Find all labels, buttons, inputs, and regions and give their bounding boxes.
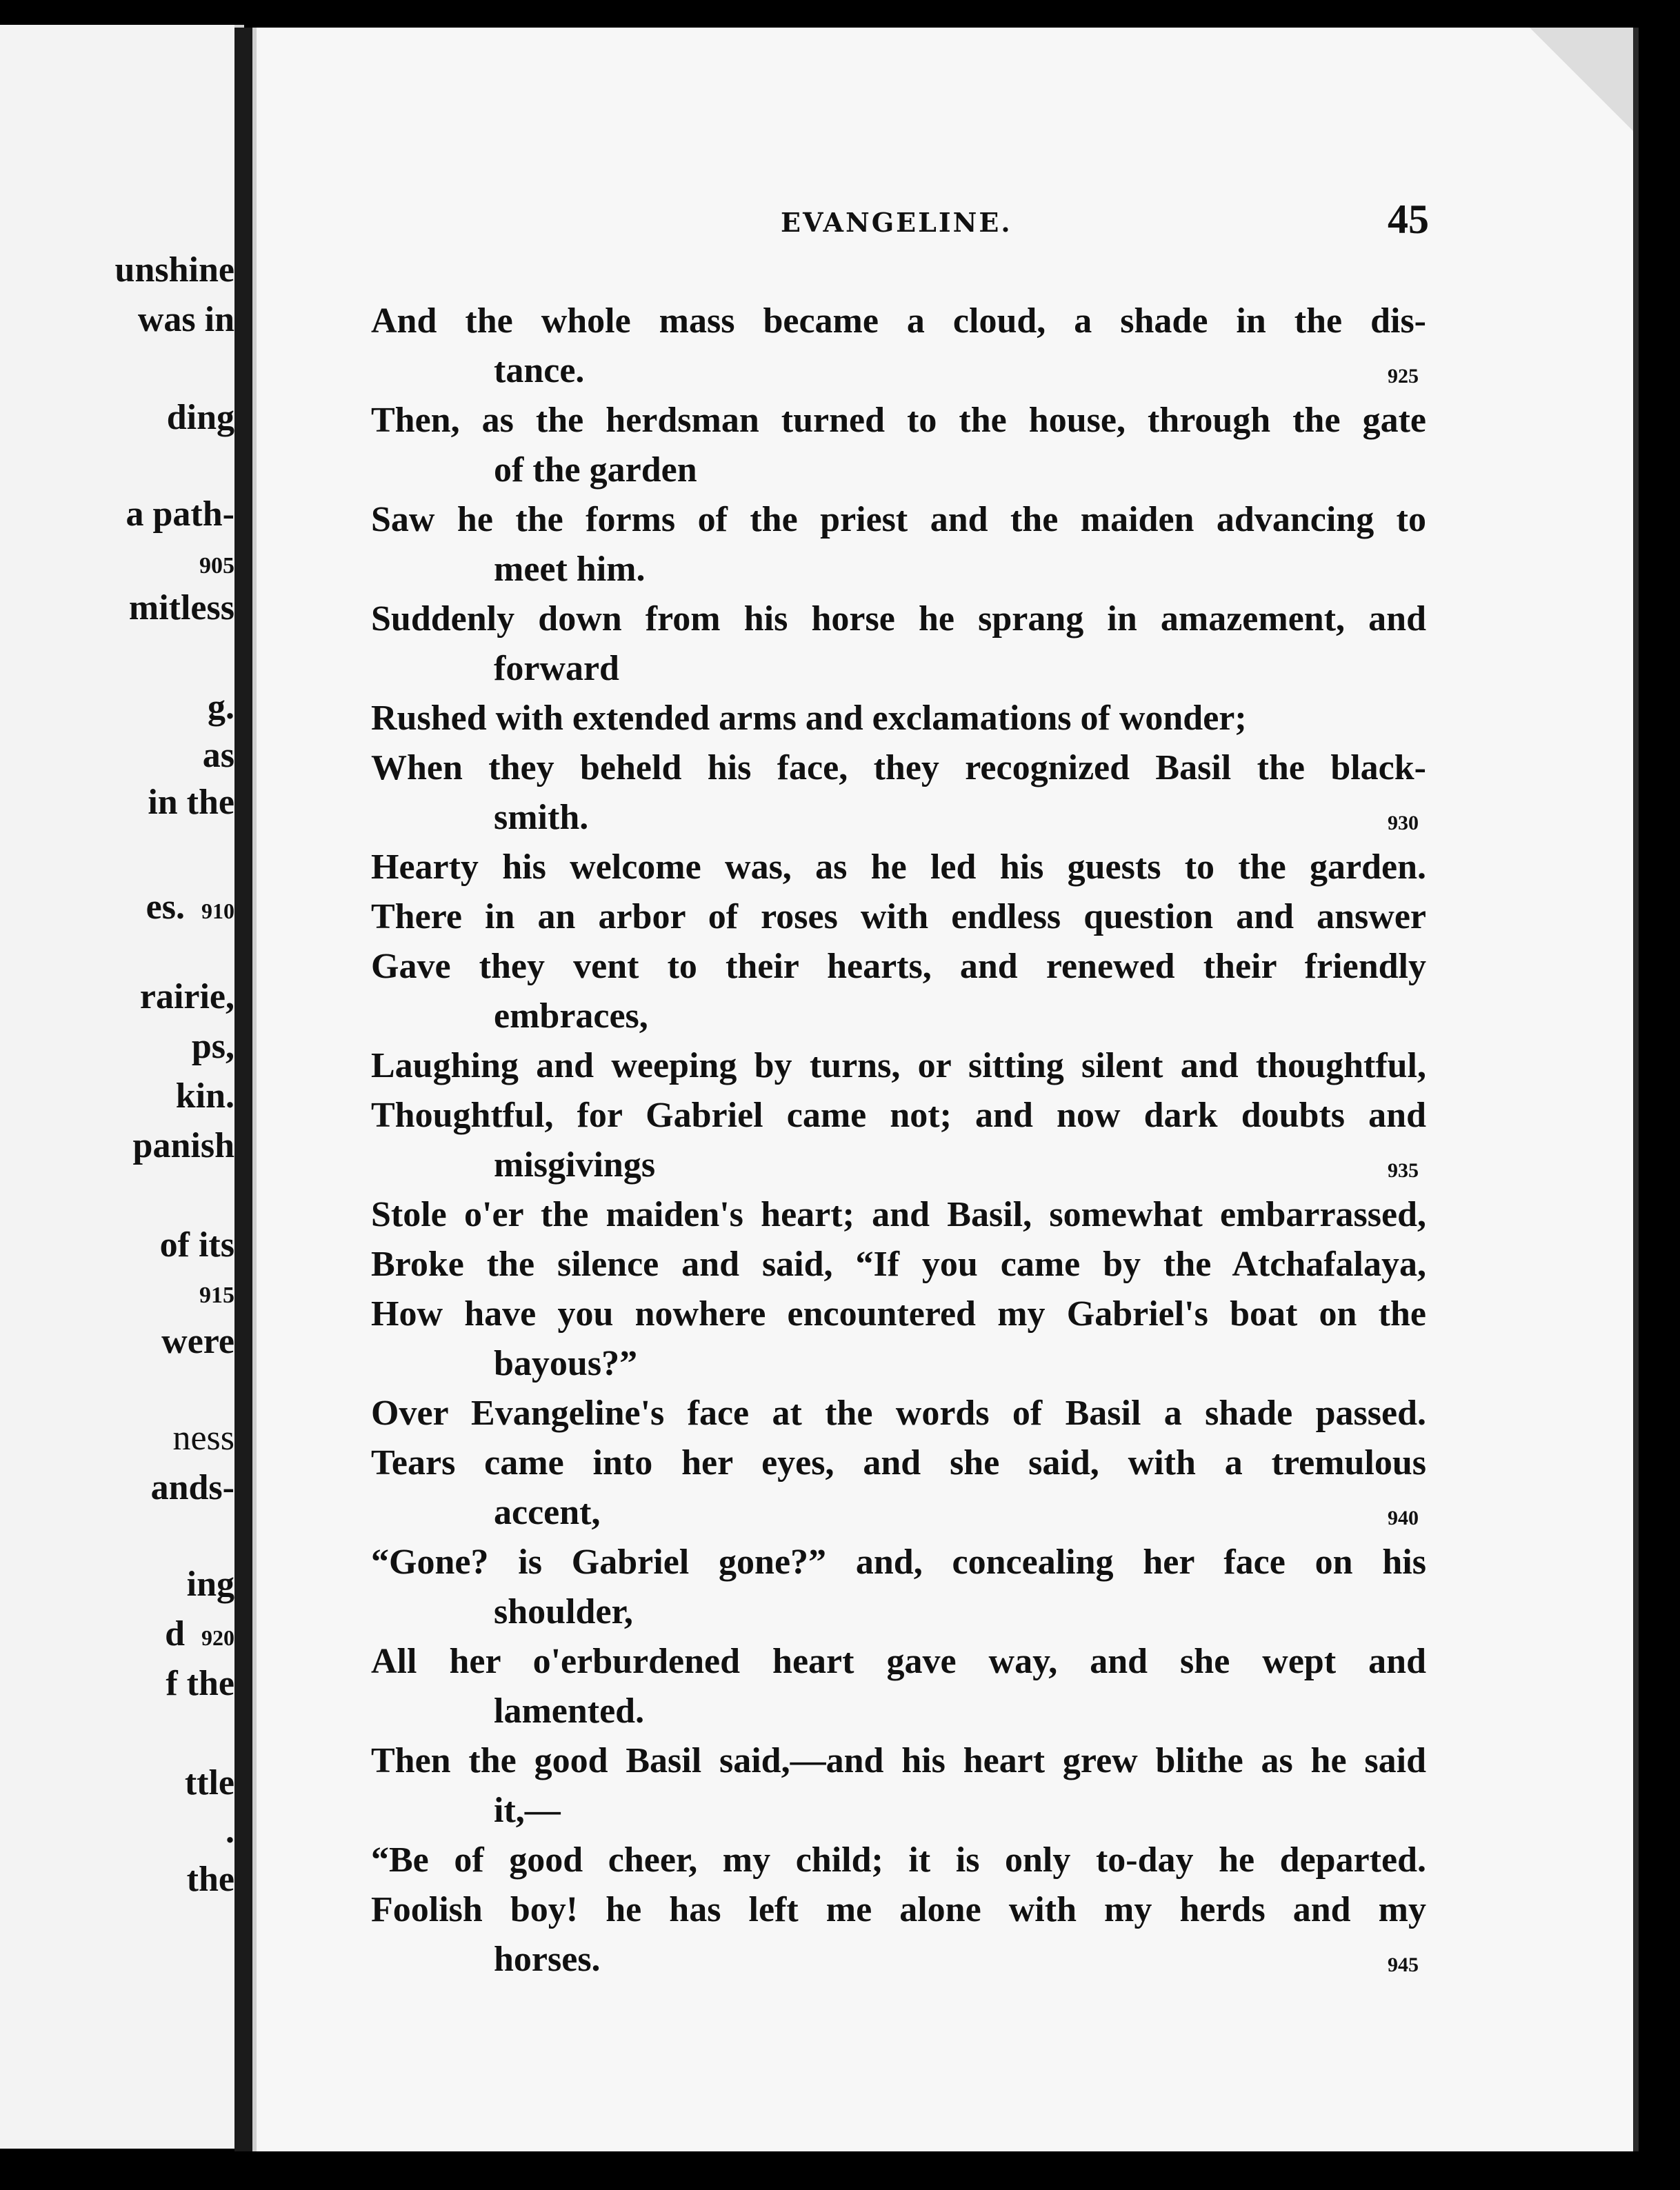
left-fragment: ands- bbox=[150, 1468, 234, 1507]
verse-line bbox=[257, 1836, 1639, 1885]
verse-text: When they beheld his face, they recognized Basil the black- bbox=[371, 748, 1426, 787]
verse-continuation-line bbox=[257, 1687, 1639, 1736]
verse-text: tance. bbox=[494, 351, 585, 390]
left-fragment: ding bbox=[166, 398, 234, 437]
verse-text: Stole o'er the maiden's heart; and Basil, somewhat embarrassed, bbox=[371, 1195, 1426, 1234]
verse-text: horses. bbox=[494, 1940, 601, 1979]
verse-line bbox=[257, 1438, 1639, 1488]
verse-text: Laughing and weeping by turns, or sitting silent and thoughtful, bbox=[371, 1046, 1426, 1085]
verse-line bbox=[257, 743, 1639, 793]
left-fragment: as bbox=[202, 736, 234, 775]
verse-text: Then, as the herdsman turned to the house, through the gate bbox=[371, 401, 1426, 440]
verse-text: Thoughtful, for Gabriel came not; and now dark doubts and bbox=[371, 1096, 1426, 1135]
folded-corner bbox=[1530, 28, 1633, 131]
left-line-number: 920 bbox=[201, 1625, 234, 1650]
verse-line bbox=[257, 843, 1639, 892]
left-fragment: in the bbox=[148, 783, 234, 822]
left-fragment bbox=[165, 1614, 234, 1654]
verse-line bbox=[257, 1538, 1639, 1587]
line-number: 925 bbox=[1388, 365, 1419, 388]
verse-text: smith. bbox=[494, 798, 589, 837]
verse-text: of the garden bbox=[494, 450, 697, 490]
verse-text: “Gone? is Gabriel gone?” and, concealing her face on his bbox=[371, 1543, 1426, 1582]
left-line-number: 910 bbox=[201, 898, 234, 923]
line-number: 945 bbox=[1388, 1953, 1419, 1976]
line-number: 935 bbox=[1388, 1159, 1419, 1182]
left-fragment: . bbox=[226, 1811, 234, 1851]
left-page-fragment bbox=[0, 25, 244, 2149]
verse-line bbox=[257, 1091, 1639, 1141]
verse-text: Broke the silence and said, “If you came by the Atchafalaya, bbox=[371, 1245, 1426, 1284]
verse-continuation-line bbox=[257, 1786, 1639, 1836]
verse-text: Rushed with extended arms and exclamations of wonder; bbox=[371, 699, 1247, 738]
verse-continuation-line bbox=[257, 445, 1639, 495]
verse-text: Saw he the forms of the priest and the maiden advancing to bbox=[371, 500, 1426, 539]
verse-line bbox=[257, 1240, 1639, 1289]
left-fragment: g. bbox=[208, 687, 234, 727]
verse-text: Gave they vent to their hearts, and renewed their friendly bbox=[371, 947, 1426, 986]
verse-line bbox=[257, 1637, 1639, 1687]
verse-continuation-line bbox=[257, 1935, 1639, 1985]
verse-continuation-line bbox=[257, 1141, 1639, 1190]
left-fragment: 915 bbox=[199, 1283, 234, 1308]
verse-text: lamented. bbox=[494, 1691, 645, 1731]
verse-continuation-line bbox=[257, 992, 1639, 1041]
left-fragment: ps, bbox=[191, 1027, 234, 1066]
verse-text: Suddenly down from his horse he sprang in amazement, and bbox=[371, 599, 1426, 639]
verse-line bbox=[257, 1736, 1639, 1786]
verse-text: “Be of good cheer, my child; it is only to-day he departed. bbox=[371, 1840, 1426, 1880]
verse-text: bayous?” bbox=[494, 1344, 638, 1383]
verse-continuation-line bbox=[257, 793, 1639, 843]
running-title: EVANGELINE. bbox=[781, 207, 1012, 238]
verse-text: embraces, bbox=[494, 996, 648, 1036]
verse-text: Tears came into her eyes, and she said, with a tremulous bbox=[371, 1443, 1426, 1483]
left-fragment: kin. bbox=[175, 1076, 234, 1116]
left-fragment bbox=[146, 887, 234, 927]
left-fragment: ness bbox=[172, 1418, 234, 1458]
verse-line bbox=[257, 694, 1639, 743]
line-number: 940 bbox=[1388, 1507, 1419, 1529]
verse-text: shoulder, bbox=[494, 1592, 633, 1631]
verse-text: How have you nowhere encountered my Gabriel's boat on the bbox=[371, 1294, 1426, 1334]
running-head bbox=[257, 197, 1639, 244]
left-fragment: unshine bbox=[114, 250, 234, 290]
verse-line bbox=[257, 594, 1639, 644]
verse-line bbox=[257, 1041, 1639, 1091]
verse-text: Foolish boy! he has left me alone with my herds and my bbox=[371, 1890, 1426, 1929]
verse-continuation-line bbox=[257, 1488, 1639, 1538]
verse-text: All her o'erburdened heart gave way, and she wept and bbox=[371, 1642, 1426, 1681]
verse-line bbox=[257, 892, 1639, 942]
verse-line bbox=[257, 297, 1639, 346]
left-fragment: the bbox=[186, 1860, 234, 1899]
verse-block bbox=[257, 297, 1639, 1985]
left-fragment: ing bbox=[186, 1565, 234, 1604]
verse-line bbox=[257, 1289, 1639, 1339]
verse-text: Over Evangeline's face at the words of Basil a shade passed. bbox=[371, 1394, 1426, 1433]
verse-text: meet him. bbox=[494, 550, 646, 589]
left-fragment: a path- bbox=[126, 494, 234, 534]
verse-line bbox=[257, 942, 1639, 992]
left-fragment: was in bbox=[137, 300, 234, 339]
verse-text: Hearty his welcome was, as he led his guests to the garden. bbox=[371, 847, 1426, 887]
verse-text: And the whole mass became a cloud, a shade in the dis- bbox=[371, 301, 1426, 341]
verse-line bbox=[257, 1190, 1639, 1240]
verse-line bbox=[257, 396, 1639, 445]
verse-continuation-line bbox=[257, 644, 1639, 694]
verse-continuation-line bbox=[257, 1339, 1639, 1389]
verse-continuation-line bbox=[257, 346, 1639, 396]
verse-text: accent, bbox=[494, 1493, 601, 1532]
left-fragment: of its bbox=[159, 1225, 234, 1265]
verse-text: it,— bbox=[494, 1791, 561, 1830]
left-fragment-text: es. bbox=[146, 887, 185, 927]
left-fragment: ttle bbox=[184, 1763, 234, 1802]
verse-line bbox=[257, 1389, 1639, 1438]
verse-text: Then the good Basil said,—and his heart grew blithe as he said bbox=[371, 1741, 1426, 1780]
left-fragment: were bbox=[161, 1322, 234, 1361]
left-fragment: f the bbox=[166, 1664, 234, 1703]
verse-text: forward bbox=[494, 649, 619, 688]
verse-continuation-line bbox=[257, 545, 1639, 594]
verse-text: misgivings bbox=[494, 1145, 656, 1185]
book-page bbox=[252, 28, 1639, 2151]
page-number: 45 bbox=[1388, 197, 1429, 242]
left-fragment: rairie, bbox=[139, 977, 234, 1016]
verse-line bbox=[257, 1885, 1639, 1935]
verse-continuation-line bbox=[257, 1587, 1639, 1637]
verse-line bbox=[257, 495, 1639, 545]
verse-text: There in an arbor of roses with endless question and answer bbox=[371, 897, 1426, 936]
left-fragment: panish bbox=[132, 1126, 234, 1165]
left-fragment-text: d bbox=[165, 1614, 185, 1654]
left-fragment: mitless bbox=[128, 588, 234, 627]
left-fragment: 905 bbox=[199, 553, 234, 579]
line-number: 930 bbox=[1388, 812, 1419, 834]
